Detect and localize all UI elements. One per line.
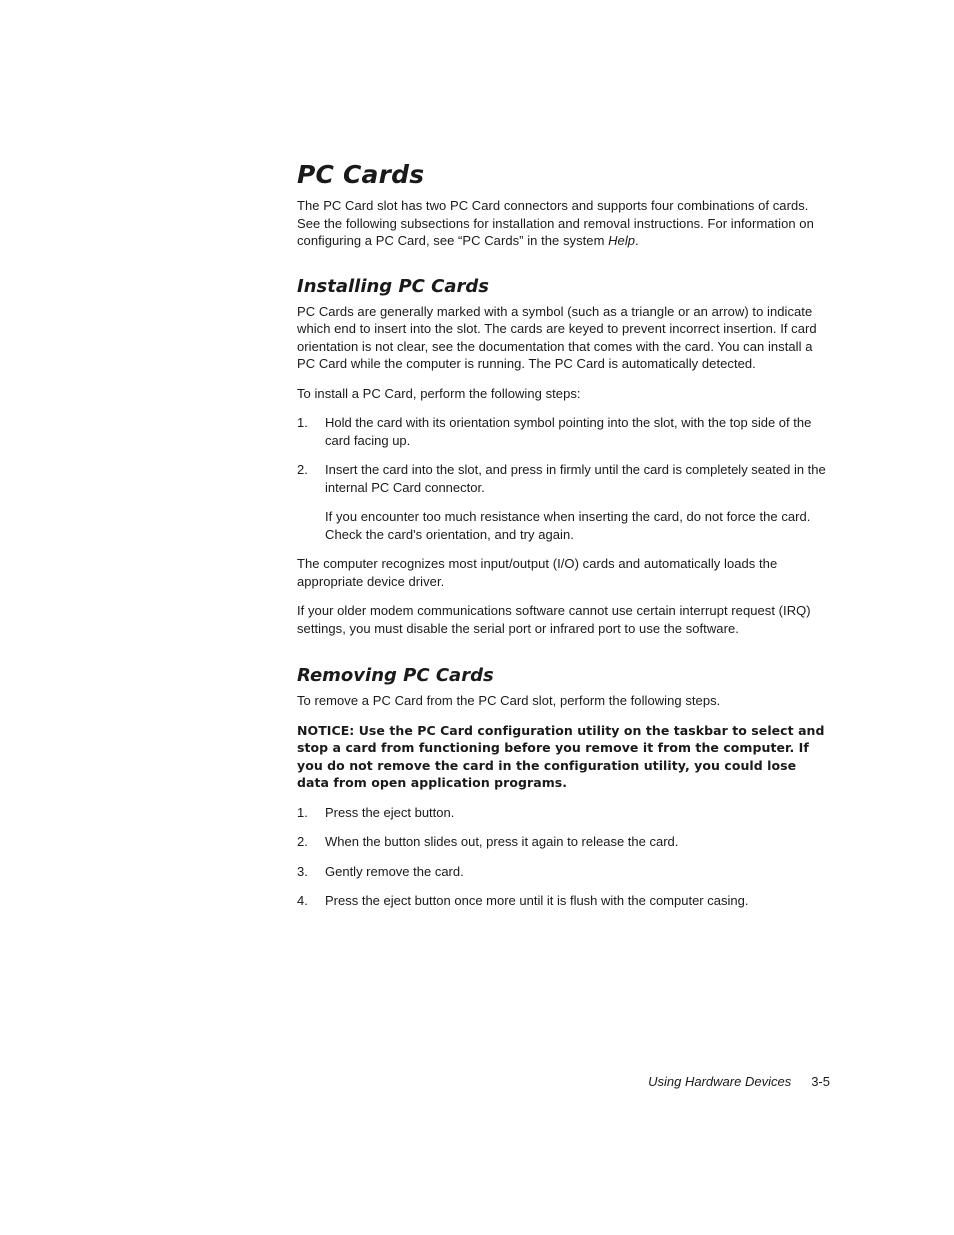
page-title: PC Cards [297,160,425,189]
install-steps-list [297,414,830,496]
remove-steps-list [297,804,830,910]
step-text: Press the eject button. [325,804,455,820]
page-number: 3-5 [811,1074,830,1089]
step-number: 4. [297,893,308,908]
help-reference: Help [608,233,636,248]
page-content [297,158,830,922]
installing-paragraph-1: PC Cards are generally marked with a symbol (such as a triangle or an arrow) to indicate which end to insert into the slot. The cards are keyed to prevent incorrect insertion. If card orientation is not clear, see the documentation that comes with the card. You can install a PC Card while the computer is running. The PC Card is automatically detected. [297,303,817,371]
installing-heading: Installing PC Cards [297,275,489,297]
intro-end: . [635,233,639,248]
step-text: When the button slides out, press it again to release the card. [325,834,679,849]
list-item [297,414,830,449]
step-text: Insert the card into the slot, and press in firmly until the card is completely seated in the internal PC Card connector. [325,462,826,495]
notice-paragraph: NOTICE: Use the PC Card configuration utility on the taskbar to select and stop a card from functioning before you remove it from the computer. If you do not remove the card in the configuration utility, you could lose data from open application programs. [297,722,825,790]
list-item [297,892,830,910]
step-number: 3. [297,863,308,879]
step-number: 2. [297,834,308,849]
page-footer [648,1073,830,1090]
list-item [297,461,830,496]
step-text: Press the eject button once more until it is flush with the computer casing. [325,893,749,908]
step-text: Gently remove the card. [325,863,464,879]
installing-paragraph-4: If your older modem communications software cannot use certain interrupt request (IRQ) settings, you must disable the serial port or infrared port to use the software. [297,603,811,636]
list-item [297,804,830,822]
step-number: 2. [297,462,308,477]
footer-section-title: Using Hardware Devices [648,1074,792,1089]
intro-text: The PC Card slot has two PC Card connectors and supports four combinations of cards. See the following subsections for installation and removal instructions. For information on configuring a PC Card, see “PC Cards” in the system [297,198,814,248]
removing-heading: Removing PC Cards [297,665,494,686]
step-number: 1. [297,415,308,430]
removing-paragraph-1: To remove a PC Card from the PC Card slot, perform the following steps. [297,693,721,708]
step-text: Hold the card with its orientation symbol pointing into the slot, with the top side of the card facing up. [325,415,812,448]
list-item [297,863,830,881]
installing-paragraph-2: To install a PC Card, perform the following steps: [297,385,581,401]
step-number: 1. [297,804,308,820]
step-note: If you encounter too much resistance when inserting the card, do not force the card. Check the card's orientation, and try again. [325,509,811,542]
installing-paragraph-3: The computer recognizes most input/output (I/O) cards and automatically loads the appropriate device driver. [297,556,778,589]
list-item [297,833,830,851]
intro-paragraph [297,197,830,250]
